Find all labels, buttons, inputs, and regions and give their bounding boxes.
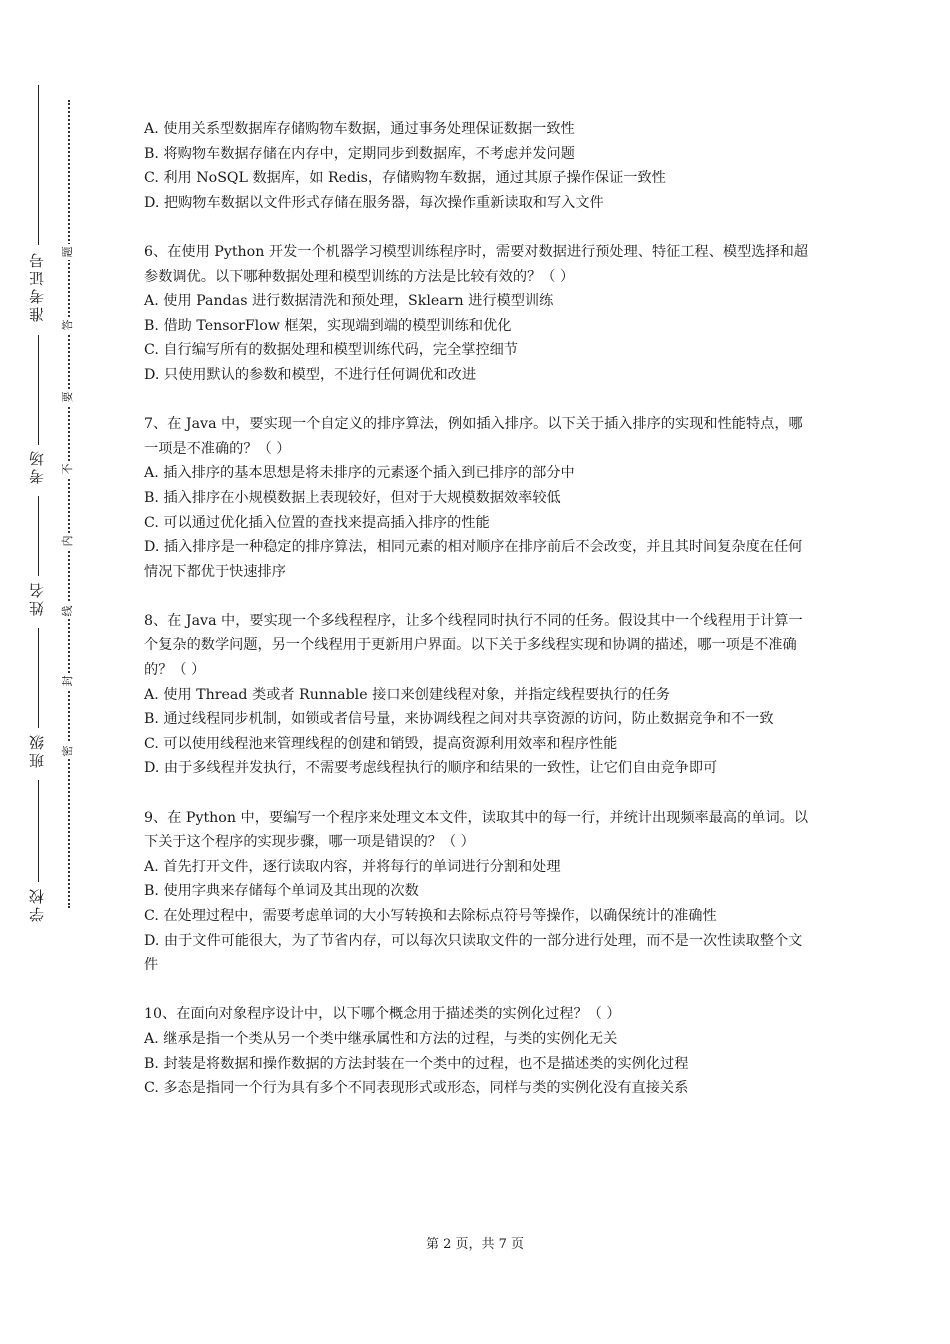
fill-line	[38, 335, 39, 445]
option-a: A. 继承是指一个类从另一个类中继承属性和方法的过程，与类的实例化无关	[144, 1030, 618, 1047]
seal-char: 不	[61, 461, 75, 477]
option-b: B. 插入排序在小规模数据上表现较好，但对于大规模数据效率较低	[144, 489, 561, 506]
question-stem: 7、在 Java 中，要实现一个自定义的排序算法，例如插入排序。以下关于插入排序的实现和性能特点，哪一项是不准确的？（ ）	[144, 416, 803, 457]
fill-line	[38, 780, 39, 882]
binding-margin	[0, 0, 110, 1344]
option-d: D. 插入排序是一种稳定的排序算法，相同元素的相对顺序在排序前后不会改变，并且其时间复杂度在任何情况下都优于快速排序	[144, 539, 803, 580]
fill-line	[38, 496, 39, 576]
option-b: B. 使用字典来存储每个单词及其出现的次数	[144, 883, 419, 900]
option-d: D. 由于文件可能很大，为了节省内存，可以每次只读取文件的一部分进行处理，而不是一次性读取整个文件	[144, 932, 803, 974]
seal-char: 线	[61, 603, 75, 619]
option-c: C. 利用 NoSQL 数据库，如 Redis，存储购物车数据，通过其原子操作保证一致性	[144, 170, 666, 187]
question-stem: 6、在使用 Python 开发一个机器学习模型训练程序时，需要对数据进行预处理、特征工程、模型选择和超参数调优。以下哪种数据处理和模型训练的方法是比较有效的？（ ）	[144, 243, 809, 285]
label-school: 学校	[28, 886, 46, 922]
option-b: B. 封装是将数据和操作数据的方法封装在一个类中的过程，也不是描述类的实例化过程	[144, 1055, 689, 1072]
question-5	[144, 117, 812, 215]
option-a: A. 使用 Pandas 进行数据清洗和预处理，Sklearn 进行模型训练	[144, 293, 554, 310]
question-stem: 10、在面向对象程序设计中，以下哪个概念用于描述类的实例化过程？（ ）	[144, 1006, 621, 1023]
option-b: B. 借助 TensorFlow 框架，实现端到端的模型训练和优化	[144, 317, 512, 334]
option-c: C. 可以通过优化插入位置的查找来提高插入排序的性能	[144, 514, 490, 531]
option-c: C. 多态是指同一个行为具有多个不同表现形式或形态，同样与类的实例化没有直接关系	[144, 1080, 689, 1097]
seal-char: 答	[61, 317, 75, 333]
option-d: D. 只使用默认的参数和模型，不进行任何调优和改进	[144, 366, 477, 383]
question-7	[144, 412, 812, 584]
option-a: A. 使用 Thread 类或者 Runnable 接口来创建线程对象，并指定线程要执行的任务	[144, 686, 671, 703]
question-stem: 9、在 Python 中，要编写一个程序来处理文本文件，读取其中的每一行，并统计出现频率最高的单词。以下关于这个程序的实现步骤，哪一项是错误的？（ ）	[144, 809, 809, 851]
seal-dotted-line	[68, 100, 70, 908]
seal-char: 封	[61, 673, 75, 689]
seal-char: 要	[61, 389, 75, 405]
option-c: C. 在处理过程中，需要考虑单词的大小写转换和去除标点符号等操作，以确保统计的准确性	[144, 908, 717, 924]
question-8	[144, 609, 812, 781]
question-9	[144, 806, 812, 978]
seal-char: 密	[61, 743, 75, 759]
question-10	[144, 1002, 812, 1100]
option-a: A. 首先打开文件，逐行读取内容，并将每行的单词进行分割和处理	[144, 858, 561, 875]
label-class: 班级	[28, 732, 46, 768]
fill-line	[38, 85, 39, 245]
question-list	[144, 117, 812, 1101]
label-exam-number: 准考证号	[28, 250, 46, 322]
option-c: C. 可以使用线程池来管理线程的创建和销毁，提高资源利用效率和程序性能	[144, 735, 618, 752]
question-6	[144, 240, 812, 388]
page-number: 第 2 页，共 7 页	[425, 1237, 525, 1252]
question-stem: 8、在 Java 中，要实现一个多线程程序，让多个线程同时执行不同的任务。假设其中一个线程用于计算一个复杂的数学问题，另一个线程用于更新用户界面。以下关于多线程实现和协调的描述，哪一项是不准确的？（ ）	[144, 612, 803, 679]
seal-char: 内	[61, 533, 75, 549]
fill-line	[38, 628, 39, 728]
option-d: D. 把购物车数据以文件形式存储在服务器，每次操作重新读取和写入文件	[144, 194, 604, 211]
option-b: B. 将购物车数据存储在内存中，定期同步到数据库，不考虑并发问题	[144, 145, 575, 162]
option-d: D. 由于多线程并发执行，不需要考虑线程执行的顺序和结果的一致性，让它们自由竞争即可	[144, 760, 718, 777]
option-b: B. 通过线程同步机制，如锁或者信号量，来协调线程之间对共享资源的访问，防止数据竞争和不一致	[144, 711, 774, 728]
label-name: 姓名	[28, 580, 46, 616]
option-a: A. 插入排序的基本思想是将未排序的元素逐个插入到已排序的部分中	[144, 465, 575, 482]
option-c: C. 自行编写所有的数据处理和模型训练代码，完全掌控细节	[144, 342, 519, 359]
seal-char: 题	[61, 244, 75, 260]
label-exam-room: 考场	[28, 448, 46, 484]
option-a: A. 使用关系型数据库存储购物车数据，通过事务处理保证数据一致性	[144, 121, 575, 137]
